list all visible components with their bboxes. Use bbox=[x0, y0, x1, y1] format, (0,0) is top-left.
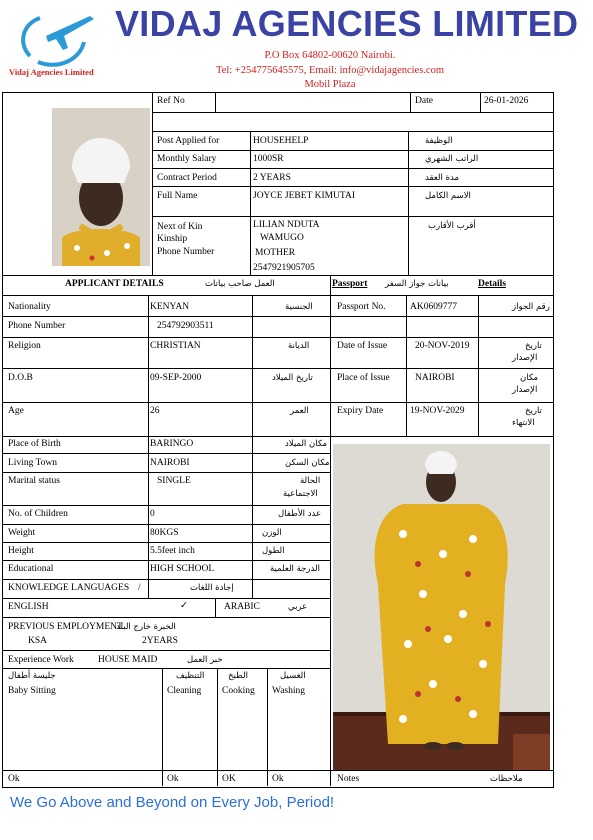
divider bbox=[2, 295, 553, 296]
marital-value[interactable]: SINGLE bbox=[157, 476, 191, 486]
footer-slogan: We Go Above and Beyond on Every Job, Period! bbox=[10, 794, 335, 811]
kin-name-1[interactable]: LILIAN NDUTA bbox=[253, 220, 320, 230]
prev-employment-country[interactable]: KSA bbox=[28, 636, 48, 646]
prev-employment-arabic: الخبرة خارج البلد bbox=[116, 622, 176, 632]
religion-label: Religion bbox=[8, 341, 41, 351]
salary-label: Monthly Salary bbox=[157, 154, 217, 164]
age-value[interactable]: 26 bbox=[150, 406, 160, 416]
marital-arabic-1: الحالة bbox=[300, 476, 321, 486]
issue-place-value[interactable]: NAIROBI bbox=[415, 373, 455, 383]
divider bbox=[330, 275, 331, 437]
applicant-details-arabic: العمل صاحب بياتات bbox=[205, 279, 275, 289]
full-name-value[interactable]: JOYCE JEBET KIMUTAI bbox=[253, 191, 355, 201]
religion-arabic: الديانة bbox=[288, 341, 310, 351]
divider bbox=[2, 472, 330, 473]
divider bbox=[2, 617, 330, 618]
divider bbox=[2, 668, 330, 669]
experience-label: Experience Work bbox=[8, 655, 74, 665]
date-label: Date bbox=[415, 96, 433, 106]
passport-heading-arabic: بيانات جواز السفر bbox=[385, 279, 449, 289]
prev-employment-label: PREVIOUS EMPLOYMENT bbox=[8, 622, 123, 632]
issue-place-label: Place of Issue bbox=[337, 373, 390, 383]
marital-arabic-2: الاجتماعية bbox=[283, 489, 318, 499]
issue-date-arabic-2: الإصدار bbox=[512, 353, 538, 363]
expiry-label: Expiry Date bbox=[337, 406, 384, 416]
prev-employment-period[interactable]: 2YEARS bbox=[142, 636, 178, 646]
contract-arabic: مدة العقد bbox=[425, 173, 459, 183]
english-label: ENGLISH bbox=[8, 602, 49, 612]
company-contact: Tel: +254775645575, Email: info@vidajagencies.com bbox=[215, 65, 445, 76]
divider bbox=[2, 524, 330, 525]
divider bbox=[152, 216, 553, 217]
children-value[interactable]: 0 bbox=[150, 509, 155, 519]
divider bbox=[2, 505, 330, 506]
divider bbox=[2, 436, 553, 437]
divider bbox=[215, 598, 216, 617]
divider bbox=[215, 92, 216, 112]
age-arabic: العمر bbox=[290, 406, 309, 416]
divider bbox=[152, 150, 553, 151]
company-title: VIDAJ AGENCIES LIMITED bbox=[115, 3, 579, 44]
education-value[interactable]: HIGH SCHOOL bbox=[150, 564, 215, 574]
pob-label: Place of Birth bbox=[8, 439, 61, 449]
religion-value[interactable]: CHRISTIAN bbox=[150, 341, 201, 351]
divider bbox=[250, 131, 251, 275]
divider bbox=[252, 295, 253, 598]
experience-arabic: خبر العمل bbox=[187, 655, 223, 665]
salary-arabic: الراتب الشهري bbox=[425, 154, 479, 164]
divider bbox=[2, 579, 330, 580]
expiry-arabic-2: الانتهاء bbox=[512, 418, 535, 428]
english-check[interactable]: ✓ bbox=[180, 600, 188, 611]
skill-arabic: التنظيف bbox=[176, 671, 205, 681]
dob-arabic: تاريخ الميلاد bbox=[272, 373, 313, 383]
dob-label: D.O.B bbox=[8, 373, 33, 383]
age-label: Age bbox=[8, 406, 24, 416]
salary-value[interactable]: 1000SR bbox=[253, 154, 284, 164]
date-value[interactable]: 26-01-2026 bbox=[484, 96, 529, 106]
living-town-arabic: مكان السكن bbox=[285, 458, 330, 468]
divider bbox=[152, 112, 553, 113]
dob-value[interactable]: 09-SEP-2000 bbox=[150, 373, 202, 383]
divider bbox=[478, 295, 479, 436]
divider bbox=[2, 368, 553, 369]
contract-label: Contract Period bbox=[157, 173, 217, 183]
skill-value[interactable]: Ok bbox=[272, 774, 284, 784]
expiry-value[interactable]: 19-NOV-2029 bbox=[410, 406, 465, 416]
divider bbox=[162, 668, 163, 786]
full-name-arabic: الاسم الكامل bbox=[425, 191, 471, 201]
divider bbox=[2, 453, 330, 454]
height-value[interactable]: 5.5feet inch bbox=[150, 546, 195, 556]
kin-relation[interactable]: MOTHER bbox=[255, 248, 296, 258]
divider bbox=[267, 668, 268, 786]
kin-name-2[interactable]: WAMUGO bbox=[260, 233, 304, 243]
languages-label: KNOWLEDGE LANGUAGES bbox=[8, 583, 130, 593]
divider bbox=[152, 186, 553, 187]
pob-value[interactable]: BARINGO bbox=[150, 439, 194, 449]
divider bbox=[2, 598, 330, 599]
company-location: Mobil Plaza bbox=[304, 79, 356, 90]
skill-arabic: الطبخ bbox=[228, 671, 248, 681]
kin-phone-label: Phone Number bbox=[157, 247, 215, 257]
company-address: P.O Box 64802-00620 Nairobi. bbox=[264, 50, 396, 61]
arabic-arabic: عربي bbox=[288, 602, 308, 612]
passport-details-heading: Details bbox=[478, 279, 506, 289]
post-value[interactable]: HOUSEHELP bbox=[253, 136, 309, 146]
divider bbox=[480, 92, 481, 112]
weight-value[interactable]: 80KGS bbox=[150, 528, 179, 538]
notes-label: Notes bbox=[337, 774, 360, 784]
kin-phone[interactable]: 2547921905705 bbox=[253, 263, 315, 273]
skill-value[interactable]: OK bbox=[222, 774, 236, 784]
skill-arabic: جليسة أطفال bbox=[8, 671, 56, 681]
divider bbox=[2, 542, 330, 543]
kin-arabic: أقرب الأقارب bbox=[428, 221, 476, 231]
divider bbox=[2, 402, 553, 403]
children-arabic: عدد الأطفال bbox=[278, 509, 322, 519]
skill-label: Baby Sitting bbox=[8, 686, 56, 696]
logo-caption: Vidaj Agencies Limited bbox=[9, 67, 94, 77]
divider bbox=[2, 770, 553, 771]
phone-label: Phone Number bbox=[8, 321, 66, 331]
languages-arabic: إجادة اللغات bbox=[190, 583, 234, 593]
education-label: Educational bbox=[8, 564, 54, 574]
living-town-label: Living Town bbox=[8, 458, 58, 468]
divider bbox=[410, 92, 411, 112]
divider bbox=[152, 92, 153, 275]
skill-value[interactable]: Ok bbox=[167, 774, 179, 784]
passport-no-label: Passport No. bbox=[337, 302, 386, 312]
skill-label: Washing bbox=[272, 686, 306, 696]
arabic-label: ARABIC bbox=[224, 602, 260, 612]
full-body-photo bbox=[333, 444, 550, 770]
divider bbox=[217, 668, 218, 786]
kinship-label: Kinship bbox=[157, 234, 188, 244]
weight-label: Weight bbox=[8, 528, 36, 538]
post-label: Post Applied for bbox=[157, 136, 220, 146]
divider bbox=[408, 131, 409, 275]
divider bbox=[2, 650, 330, 651]
contract-value[interactable]: 2 YEARS bbox=[253, 173, 291, 183]
divider bbox=[330, 436, 331, 786]
nationality-label: Nationality bbox=[8, 302, 51, 312]
skill-arabic: الغسيل bbox=[280, 671, 306, 681]
kin-label: Next of Kin bbox=[157, 222, 203, 232]
issue-place-arabic-1: مكان bbox=[520, 373, 539, 383]
post-arabic: الوظيفة bbox=[425, 136, 453, 146]
portrait-photo bbox=[52, 108, 150, 266]
divider bbox=[152, 131, 553, 132]
passport-heading: Passport bbox=[332, 279, 368, 289]
skill-value[interactable]: Ok bbox=[8, 774, 20, 784]
divider bbox=[148, 295, 149, 598]
expiry-arabic-1: تاريخ bbox=[525, 406, 542, 416]
applicant-details-heading: APPLICANT DETAILS bbox=[65, 279, 164, 289]
divider bbox=[406, 295, 407, 436]
passport-no-arabic: رقم الجواز bbox=[512, 302, 550, 312]
height-label: Height bbox=[8, 546, 34, 556]
weight-arabic: الوزن bbox=[262, 528, 282, 538]
pob-arabic: مكان الميلاد bbox=[285, 439, 328, 449]
phone-value[interactable]: 254792903511 bbox=[157, 321, 214, 331]
nationality-value[interactable]: KENYAN bbox=[150, 302, 190, 312]
height-arabic: الطول bbox=[262, 546, 285, 556]
ref-no-label: Ref No bbox=[157, 96, 185, 106]
skill-label: Cleaning bbox=[167, 686, 202, 696]
issue-date-label: Date of Issue bbox=[337, 341, 388, 351]
education-arabic: الدرجة العلمية bbox=[270, 564, 320, 574]
issue-date-arabic-1: تاريخ bbox=[525, 341, 542, 351]
marital-label: Marital status bbox=[8, 476, 60, 486]
divider bbox=[2, 275, 553, 276]
full-name-label: Full Name bbox=[157, 191, 198, 201]
skill-label: Cooking bbox=[222, 686, 255, 696]
divider bbox=[2, 316, 553, 317]
divider bbox=[152, 168, 553, 169]
passport-no-value[interactable]: AK0609777 bbox=[410, 302, 457, 312]
experience-value[interactable]: HOUSE MAID bbox=[98, 655, 158, 665]
living-town-value[interactable]: NAIROBI bbox=[150, 458, 190, 468]
divider bbox=[2, 560, 330, 561]
nationality-arabic: الجنسية bbox=[285, 302, 313, 312]
children-label: No. of Children bbox=[8, 509, 68, 519]
notes-arabic: ملاحظات bbox=[490, 774, 523, 784]
divider bbox=[2, 337, 553, 338]
company-logo bbox=[8, 6, 108, 76]
issue-date-value[interactable]: 20-NOV-2019 bbox=[415, 341, 470, 351]
issue-place-arabic-2: الإصدار bbox=[512, 385, 538, 395]
languages-separator: / bbox=[138, 583, 141, 593]
